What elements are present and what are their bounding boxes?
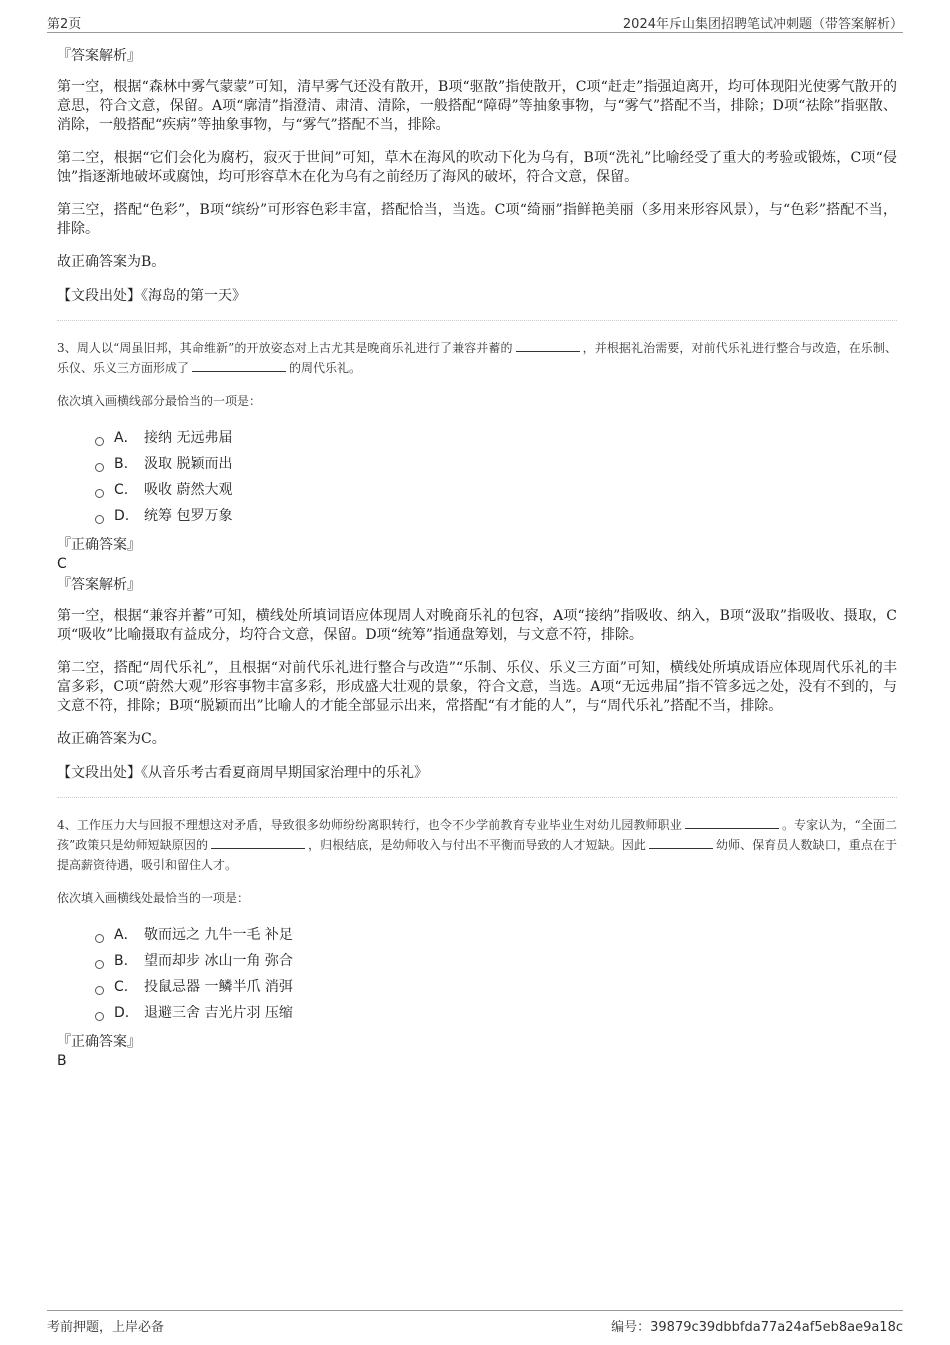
answer-value: C: [57, 556, 67, 572]
question-text-segment: 4、工作压力大与回报不理想这对矛盾，导致很多幼师纷纷离职转行，也令不少学前教育专业毕业生对幼儿园教师职业: [57, 818, 682, 832]
question-3-text: [57, 338, 897, 378]
page-header: [47, 12, 903, 33]
option-b[interactable]: [95, 948, 897, 974]
option-letter: B.: [114, 456, 129, 472]
option-letter: D.: [114, 1005, 130, 1021]
option-a[interactable]: [95, 425, 897, 451]
blank-line: [649, 836, 713, 849]
option-text: 统筹 包罗万象: [144, 508, 233, 524]
analysis-paragraph: 第三空，搭配“色彩”，B项“缤纷”可形容色彩丰富，搭配恰当，当选。C项“绮丽”指鲜艳美丽（多用来形容风景），与“色彩”搭配不当，排除。: [57, 202, 897, 237]
radio-icon[interactable]: [95, 515, 104, 524]
radio-icon[interactable]: [95, 1012, 104, 1021]
option-letter: C.: [114, 482, 129, 498]
option-text: 敬而远之 九牛一毛 补足: [144, 927, 293, 943]
question-text-segment: ，并根据礼治需要，对前代乐礼进行整合与改造，在乐制、乐仪、乐义三方面形成了: [57, 341, 897, 375]
page-number: 第2页: [47, 17, 82, 32]
radio-icon[interactable]: [95, 463, 104, 472]
radio-icon[interactable]: [95, 437, 104, 446]
question-text-segment: 。专家认为，“全面二孩”政策只是幼师短缺原因的: [57, 818, 897, 852]
document-title: 2024年斥山集团招聘笔试冲刺题（带答案解析）: [622, 17, 903, 32]
option-text: 接纳 无远弗届: [144, 430, 233, 446]
radio-icon[interactable]: [95, 960, 104, 969]
option-b[interactable]: [95, 451, 897, 477]
option-letter: B.: [114, 953, 129, 969]
question-text-segment: 幼师、保育员人数缺口，重点在于提高薪资待遇，吸引和留住人才。: [57, 838, 897, 872]
analysis-paragraph: 第二空，搭配“周代乐礼”，且根据“对前代乐礼进行整合与改造”“乐制、乐仪、乐义三方面”可知，横线处所填成语应体现周代乐礼的丰富多彩，C项“蔚然大观”形容事物丰富多彩，形成盛大壮观的景象，符合文意，当选。A项“无远弗届”指不管多远之处，没有不到的，与文意不符，排除；B项“脱颖而出”比喻人的才能全部显示出来，常搭配“有才能的人”，与“周代乐礼”搭配不当，排除。: [57, 660, 897, 714]
conclusion: 故正确答案为C。: [57, 731, 166, 747]
document-id: 编号：39879c39dbbfda77a24af5eb8ae9a18c: [611, 1320, 903, 1335]
option-a[interactable]: [95, 922, 897, 948]
option-text: 退避三舍 吉光片羽 压缩: [144, 1005, 293, 1021]
page-footer: [47, 1310, 903, 1337]
question-instruction: 依次填入画横线处最恰当的一项是：: [57, 891, 250, 905]
question-text-segment: 的周代乐礼。: [289, 361, 362, 375]
option-text: 汲取 脱颖而出: [144, 456, 233, 472]
blank-line: [685, 816, 779, 829]
conclusion: 故正确答案为B。: [57, 254, 166, 270]
option-d[interactable]: [95, 503, 897, 529]
source-citation: 【文段出处】《海岛的第一天》: [57, 288, 246, 304]
analysis-paragraph: 第二空，根据“它们会化为腐朽，寂灭于世间”可知，草木在海风的吹动下化为乌有，B项“洗礼”比喻经受了重大的考验或锻炼，C项“侵蚀”指逐渐地破坏或腐蚀，均可形容草木在化为乌有之前经历了海风的破坏，符合文意，保留。: [57, 150, 897, 185]
answer-label: 『正确答案』: [57, 537, 141, 553]
q4-options: [95, 922, 897, 1026]
option-text: 投鼠忌器 一鳞半爪 消弭: [144, 979, 293, 995]
q3-options: [95, 425, 897, 529]
source-citation: 【文段出处】《从音乐考古看夏商周早期国家治理中的乐礼》: [57, 765, 428, 781]
option-text: 吸收 蔚然大观: [144, 482, 233, 498]
analysis-label: 『答案解析』: [57, 577, 141, 593]
divider: [57, 797, 897, 799]
blank-line: [516, 339, 580, 352]
divider: [57, 320, 897, 322]
radio-icon[interactable]: [95, 934, 104, 943]
analysis-label: 『答案解析』: [57, 48, 141, 64]
option-text: 望而却步 冰山一角 弥合: [144, 953, 293, 969]
analysis-paragraph: 第一空，根据“兼容并蓄”可知，横线处所填词语应体现周人对晚商乐礼的包容，A项“接纳”指吸收、纳入，B项“汲取”指吸收、摄取，C项“吸收”比喻摄取有益成分，均符合文意，保留。D项“统筹”指通盘筹划，与文意不符，排除。: [57, 608, 897, 643]
option-letter: C.: [114, 979, 129, 995]
answer-value: B: [57, 1053, 67, 1069]
question-instruction: 依次填入画横线部分最恰当的一项是：: [57, 394, 262, 408]
option-letter: A．: [114, 927, 138, 943]
radio-icon[interactable]: [95, 986, 104, 995]
option-d[interactable]: [95, 1000, 897, 1026]
answer-label: 『正确答案』: [57, 1034, 141, 1050]
footer-slogan: 考前押题，上岸必备: [47, 1320, 165, 1335]
question-text-segment: 3、周人以“周虽旧邦，其命维新”的开放姿态对上古尤其是晚商乐礼进行了兼容并蓄的: [57, 341, 513, 355]
blank-line: [192, 359, 286, 372]
question-4-text: [57, 815, 897, 875]
document-content: [57, 46, 897, 1070]
blank-line: [211, 836, 305, 849]
question-text-segment: ，归根结底，是幼师收入与付出不平衡而导致的人才短缺。因此: [308, 838, 646, 852]
option-letter: D.: [114, 508, 130, 524]
option-c[interactable]: [95, 974, 897, 1000]
option-c[interactable]: [95, 477, 897, 503]
option-letter: A．: [114, 430, 138, 446]
radio-icon[interactable]: [95, 489, 104, 498]
analysis-paragraph: 第一空，根据“森林中雾气蒙蒙”可知，清早雾气还没有散开，B项“驱散”指使散开，C项“赶走”指强迫离开，均可体现阳光使雾气散开的意思，符合文意，保留。A项“廓清”指澄清、肃清、清除，一般搭配“障碍”等抽象事物，与“雾气”搭配不当，排除；D项“祛除”指驱散、消除，一般搭配“疾病”等抽象事物，与“雾气”搭配不当，排除。: [57, 79, 897, 133]
